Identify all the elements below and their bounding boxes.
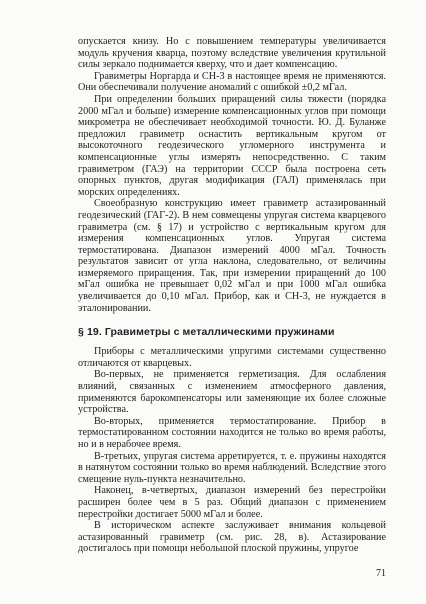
paragraph-historical: В историческом аспекте заслуживает внимания кольцевой астазированный гравиметр (см. рис. 28, в). Астазирование достигалось при помощи небольшой плоской пружины, упругое — [78, 520, 386, 555]
paragraph-large-increments: При определении больших приращений силы тяжести (порядка 2000 мГал и больше) измерение компенсационных углов при помощи микрометра не обеспечивает необходимой точности. Ю. Д. Буланже предложил гравиметр оснастить вертикальным кругом от высокоточного геодезического угломерного инструмента и компенсационные углы измерять непосредственно. С таким гравиметром (ГАЭ) на территории СССР была построена сеть опорных пунктов, другая модификация (ГАЛ) применялась при морских определениях. — [78, 93, 386, 198]
text-block-after-heading — [78, 346, 386, 555]
paragraph-second-point: Во-вторых, применяется термостатирование. Прибор в термостатированном состоянии находится не только во время работы, но и в нерабочее время. — [78, 415, 386, 450]
paragraph-third-point: В-третьих, упругая система арретируется, т. е. пружины находятся в натянутом состоянии только во время наблюдений. Вследствие этого смещение нуль-пункта незначительно. — [78, 450, 386, 485]
text-block-before-heading — [78, 36, 386, 314]
paragraph-first-point: Во-первых, не применяется герметизация. Для ослабления влияний, связанных с изменением атмосферного давления, применяются барокомпенсаторы или заменяющие их более сложные устройства. — [78, 369, 386, 416]
paragraph-gag2: Своеобразную конструкцию имеет гравиметр астазированный геодезический (ГАГ-2). В нем совмещены упругая система кварцевого гравиметра (см. § 17) и устройство с вертикальным кругом для измерения компенсационных углов. Упругая система термостатирована. Диапазон измерений 4000 мГал. Точность результатов зависит от угла наклона, следовательно, от величины измеряемого приращения. Так, при измерении приращений до 100 мГал ошибка не превышает 0,02 мГал и при 1000 мГал ошибка увеличивается до 0,10 мГал. Прибор, как и СН-3, не нуждается в эталонировании. — [78, 198, 386, 314]
section-heading: § 19. Гравиметры с металлическими пружинами — [78, 326, 335, 339]
paragraph-intro-metal: Приборы с металлическими упругими системами существенно отличаются от кварцевых. — [78, 346, 386, 369]
paragraph-fourth-point: Наконец, в-четвертых, диапазон измерений без перестройки расширен более чем в 5 раз. Общий диапазон с применением перестройки достигает 5000 мГал и более. — [78, 485, 386, 520]
paragraph-continuation: опускается книзу. Но с повышением температуры увеличивается модуль кручения кварца, поэтому вследствие увеличения крутильной силы зеркало поднимается кверху, что и дает компенсацию. — [78, 36, 386, 71]
page-number: 71 — [376, 568, 386, 579]
paragraph-norgaard-sn3: Гравиметры Норгарда и СН-3 в настоящее время не применяются. Они обеспечивали получение аномалий с ошибкой ±0,2 мГал. — [78, 70, 386, 94]
